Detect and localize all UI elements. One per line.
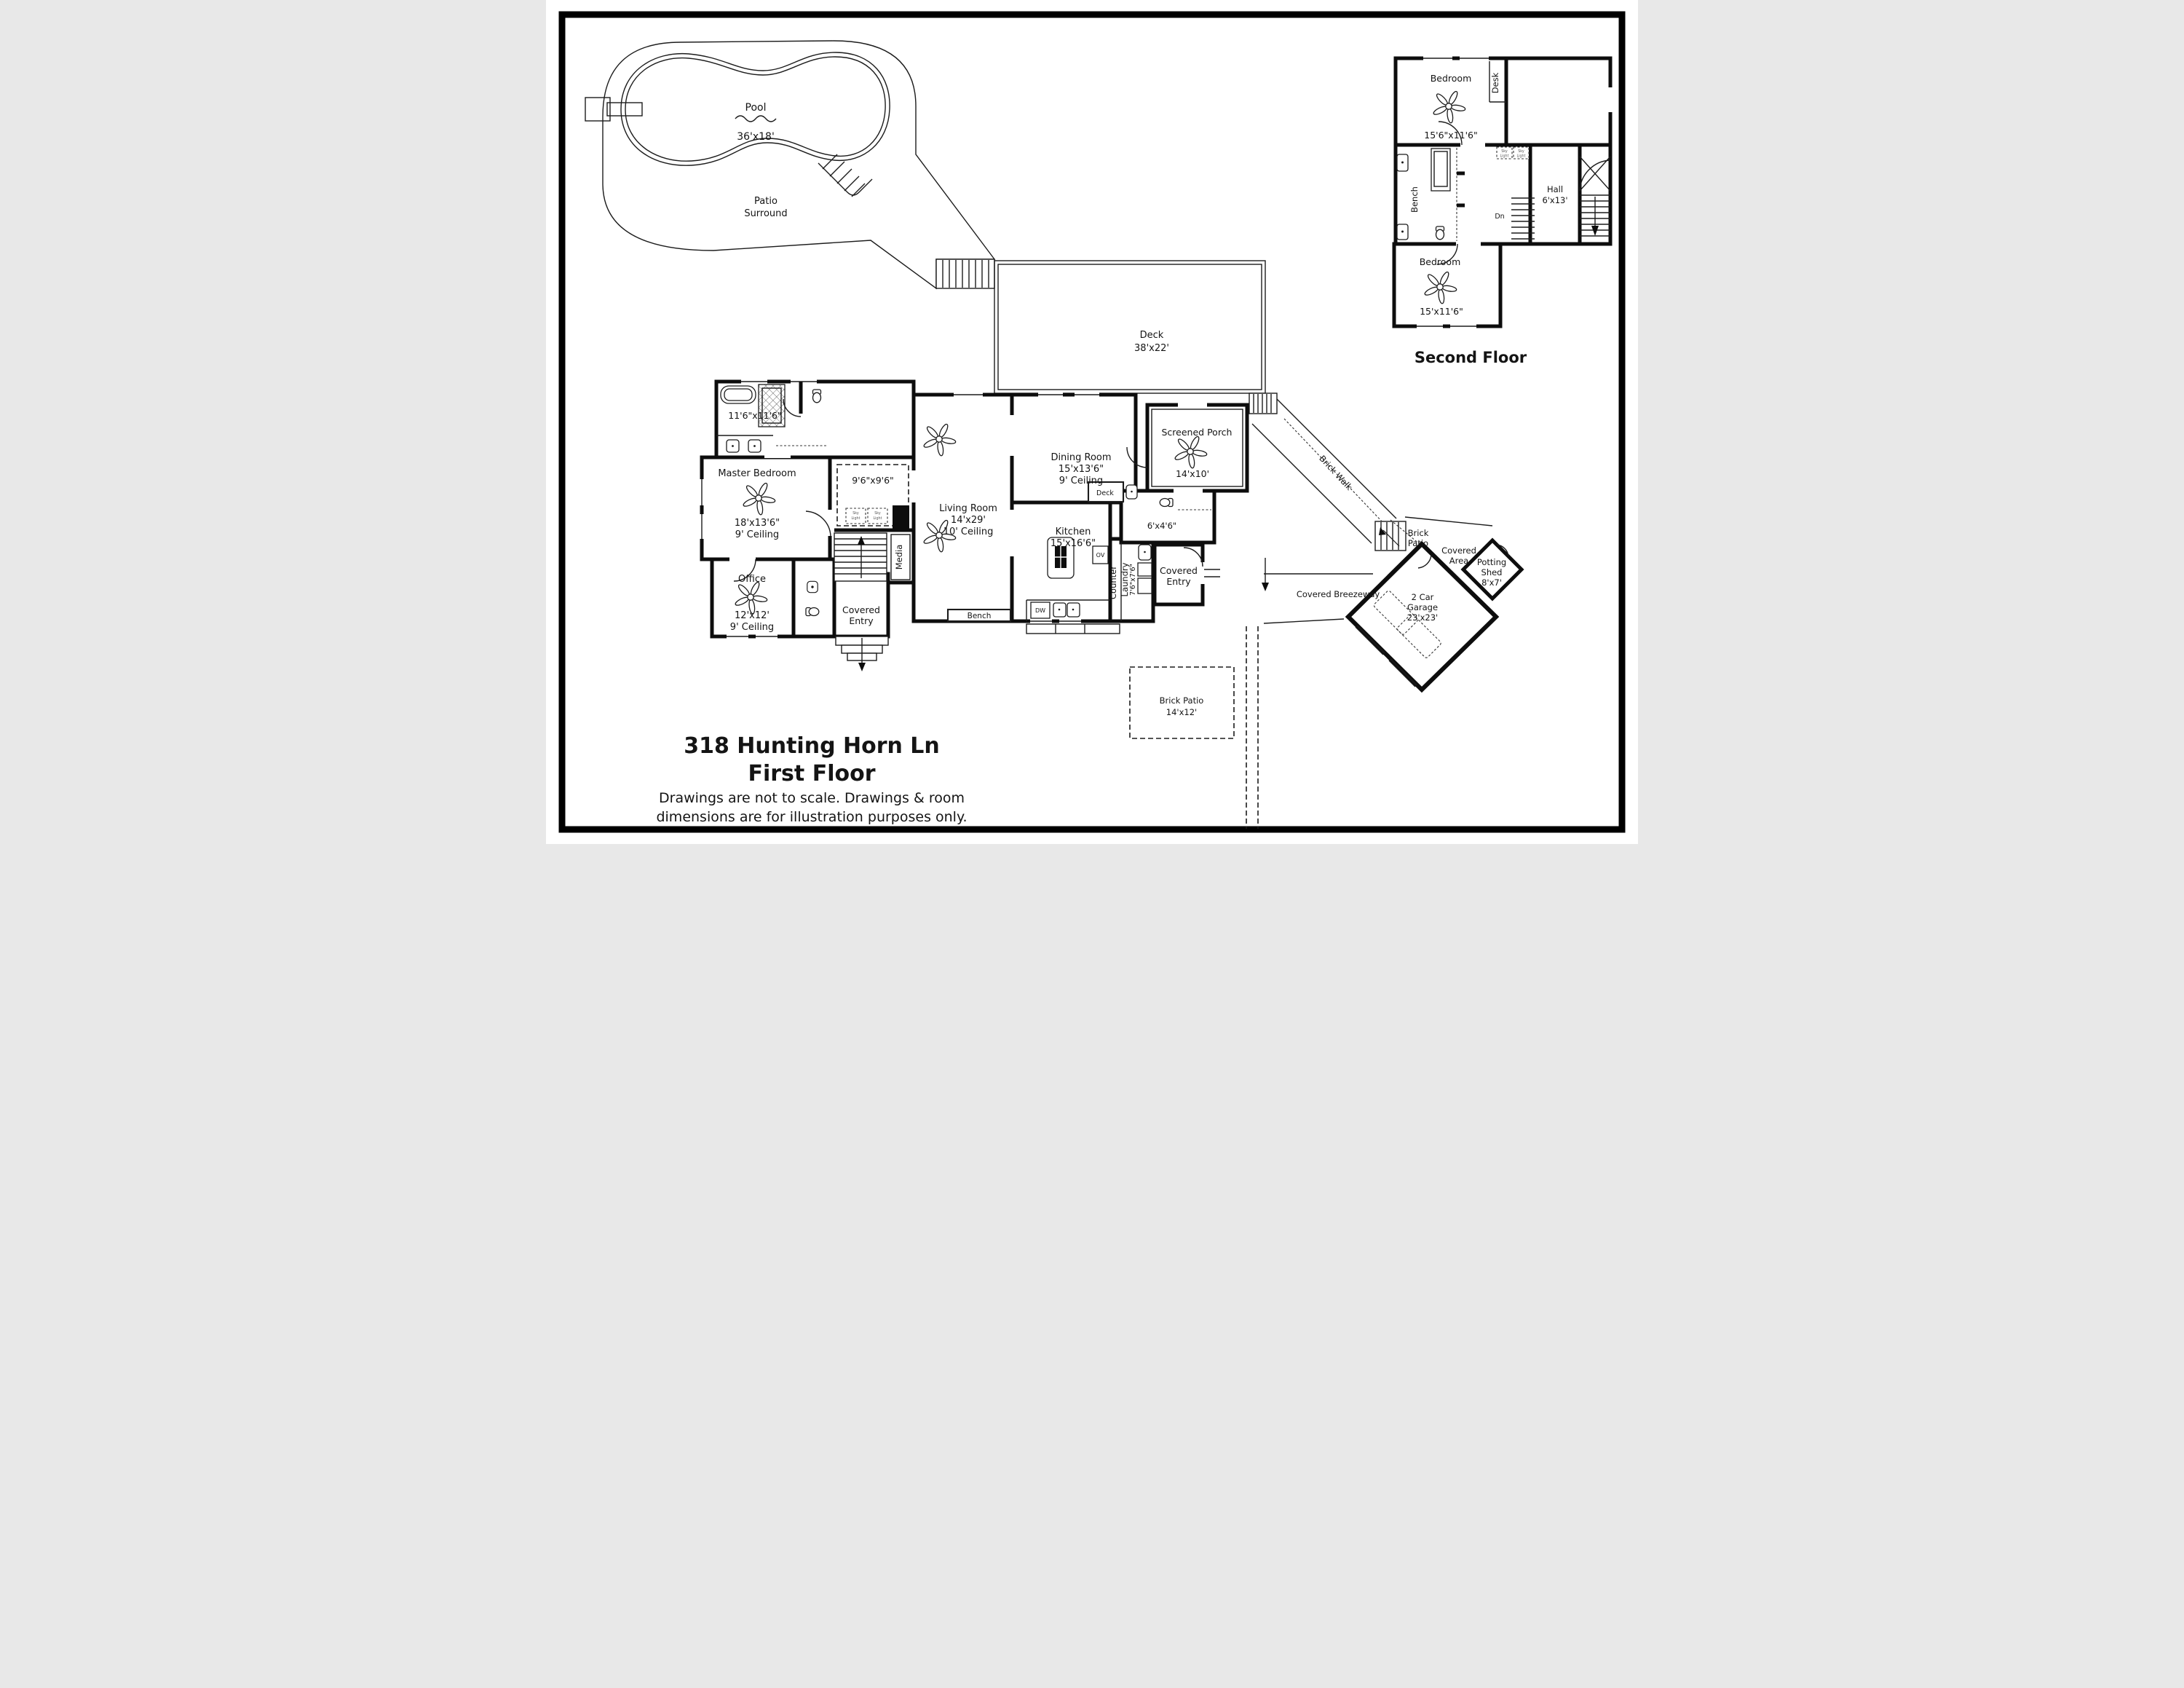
small-deck-label: Deck <box>1096 489 1114 497</box>
sky-light-label: Sky <box>1501 150 1508 154</box>
second-floor-plan <box>1394 55 1613 330</box>
toilet-icon <box>1160 499 1173 507</box>
deck-side-stairs <box>1249 393 1277 414</box>
powder-left-walls <box>794 559 834 636</box>
garage-label: 2 Car <box>1411 592 1434 602</box>
kitchen-stoop <box>1026 624 1120 634</box>
sf-bedroom-size: 15'x11'6" <box>1420 306 1463 317</box>
washer <box>1138 563 1152 576</box>
toilet-icon <box>813 390 821 403</box>
living-room-label: Living Room <box>939 503 997 514</box>
media-label: Media <box>894 544 904 570</box>
screened-porch-size: 14'x10' <box>1175 468 1210 479</box>
fireplace <box>893 505 909 532</box>
oven-label: OV <box>1096 552 1105 559</box>
kitchen-label: Kitchen <box>1055 526 1091 537</box>
potting-shed-label: Potting <box>1476 557 1507 567</box>
closet-size: 9'6"x9'6" <box>852 475 894 486</box>
sky-light-label: Sky <box>1518 150 1524 154</box>
brick-patio-lower-label: Brick Patio <box>1159 695 1204 706</box>
deck-size: 38'x22' <box>1134 343 1169 354</box>
dining-room-label: Dining Room <box>1051 452 1112 463</box>
brick-patio-upper-stairs <box>1375 521 1406 551</box>
sky-light-label: Light <box>873 517 882 521</box>
toilet-icon <box>1436 226 1444 240</box>
sink-icon <box>807 581 818 592</box>
covered-area-label: Area <box>1449 556 1469 566</box>
living-room-ceiling: 10' Ceiling <box>943 526 994 537</box>
living-room-size: 14'x29' <box>951 515 986 526</box>
floor-plan-drawing <box>546 0 1638 844</box>
pool-patio-area <box>585 41 994 288</box>
dining-room-ceiling: 9' Ceiling <box>1059 476 1104 486</box>
brick-patio-label: Brick <box>1407 528 1429 538</box>
counter-label: Counter <box>1108 566 1118 599</box>
sf-bedroom-label: Bedroom <box>1430 73 1472 84</box>
potting-shed-label: Shed <box>1481 567 1503 577</box>
master-bedroom-ceiling: 9' Ceiling <box>735 529 780 540</box>
patio-stairs <box>936 259 994 288</box>
sf-desk-label: Desk <box>1490 72 1500 94</box>
sf-hall-size: 6'x13' <box>1542 195 1568 205</box>
disclaimer-line: dimensions are for illustration purposes only. <box>656 809 968 825</box>
sky-light-label: Light <box>1500 154 1509 159</box>
walk-to-lower-patio <box>1130 626 1258 829</box>
pool-label: Pool <box>745 102 767 114</box>
office-ceiling: 9' Ceiling <box>729 622 775 633</box>
screened-porch-label: Screened Porch <box>1161 427 1233 438</box>
sky-light-label: Light <box>1516 154 1526 159</box>
sf-bedroom-label: Bedroom <box>1419 256 1461 267</box>
dryer <box>1138 578 1152 593</box>
entry-right-steps <box>1204 558 1269 591</box>
address-title: 318 Hunting Horn Ln <box>684 733 940 759</box>
dishwasher-label: DW <box>1034 607 1046 614</box>
staircase-up <box>834 533 887 581</box>
office-label: Office <box>738 574 766 585</box>
master-bedroom-size: 18'x13'6" <box>734 518 780 529</box>
garage-size: 23'x23' <box>1406 612 1439 623</box>
covered-entry-label: Covered <box>842 604 880 615</box>
master-bedroom-label: Master Bedroom <box>718 468 796 479</box>
floor-plan-page <box>546 0 1638 844</box>
entry-left-steps <box>836 636 888 671</box>
second-floor-title: Second Floor <box>1414 349 1527 366</box>
deck-label: Deck <box>1139 330 1164 341</box>
diving-board-base <box>585 98 610 121</box>
garage-label: Garage <box>1406 602 1439 612</box>
sf-hall-label: Hall <box>1546 184 1564 194</box>
diving-board <box>607 103 642 116</box>
covered-entry-label: Covered <box>1160 565 1198 576</box>
sky-light-label: Light <box>851 517 860 521</box>
kitchen-size: 15'x16'6" <box>1050 538 1096 549</box>
dining-room-size: 15'x13'6" <box>1058 464 1104 475</box>
sky-light-label: Sky <box>874 512 881 516</box>
down-arrow <box>1262 583 1269 591</box>
sf-bedroom-size: 15'6"x11'6" <box>1424 130 1478 141</box>
water-icon <box>735 116 776 122</box>
floor-title: First Floor <box>748 761 876 786</box>
pool-size: 36'x18' <box>737 131 775 143</box>
covered-breezeway-label: Covered Breezeway <box>1296 589 1380 599</box>
office-size: 12'x12' <box>735 610 769 621</box>
master-bath-size: 11'6"x11'6" <box>728 410 782 421</box>
potting-shed-size: 8'x7' <box>1481 577 1502 588</box>
sf-bench-label: Bench <box>1409 186 1420 213</box>
laundry-label: Laundry <box>1120 562 1130 597</box>
disclaimer-line: Drawings are not to scale. Drawings & room <box>659 790 965 806</box>
down-arrow <box>858 663 866 671</box>
brick-patio-label: Patio <box>1407 538 1429 548</box>
covered-entry-label: Entry <box>849 615 874 626</box>
patio-surround-label: Surround <box>744 208 788 219</box>
laundry-size: 7'6"x7'6" <box>1129 564 1137 596</box>
covered-entry-label: Entry <box>1166 576 1191 587</box>
deck-area <box>994 261 1277 414</box>
pool-shape <box>585 52 890 197</box>
sf-down-label: Dn <box>1495 213 1505 221</box>
powder-room-size: 6'x4'6" <box>1147 521 1177 531</box>
bench-label: Bench <box>967 612 992 620</box>
covered-area-label: Covered <box>1441 545 1476 556</box>
brick-walk-label: Brick Walk <box>1317 453 1355 492</box>
patio-surround-outline <box>603 41 994 288</box>
patio-surround-label: Patio <box>754 196 778 207</box>
toilet-icon <box>806 608 819 616</box>
sky-light-label: Sky <box>852 512 859 516</box>
brick-patio-lower-size: 14'x12' <box>1166 707 1198 717</box>
